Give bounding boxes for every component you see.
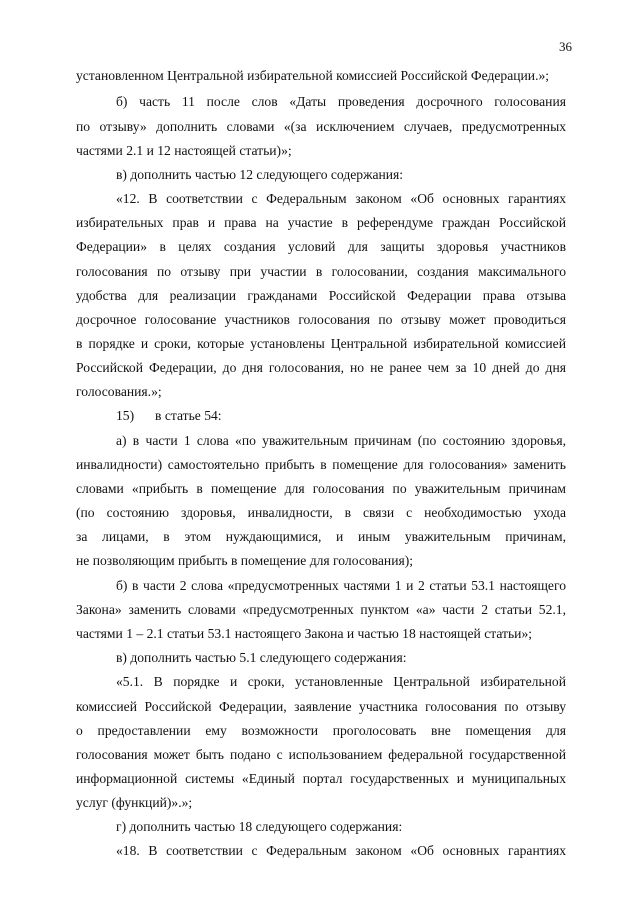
text-line: в) дополнить частью 5.1 следующего содержания: (116, 650, 407, 665)
text-line: «5.1. В порядке и сроки, установленные Центральной избирательной (116, 674, 566, 689)
text-line: словами «прибыть в помещение для голосования по уважительным причинам (76, 481, 566, 496)
text-line: б) в части 2 слова «предусмотренных частями 1 и 2 статьи 53.1 настоящего (116, 578, 566, 593)
text-line: по отзыву» дополнить словами «(за исключением случаев, предусмотренных (76, 119, 566, 134)
page-number: 36 (559, 39, 572, 54)
text-line: голосования по отзыву при участии в голосовании, создания максимального (76, 264, 566, 279)
text-line: комиссией Российской Федерации, заявление участника голосования по отзыву (76, 699, 566, 714)
text-line: Закона» заменить словами «предусмотренных пунктом «а» части 2 статьи 52.1, (76, 602, 566, 617)
text-line: установленном Центральной избирательной комиссией Российской Федерации.»; (76, 68, 550, 83)
item-text: в статье 54: (155, 408, 222, 423)
text-line: удобства для реализации гражданами Российской Федерации права отзыва (76, 288, 566, 303)
text-line: Федерации» в целях создания условий для защиты здоровья участников (76, 239, 566, 254)
text-line: информационной системы «Единый портал государственных и муниципальных (76, 771, 566, 786)
text-line: а) в части 1 слова «по уважительным причинам (по состоянию здоровья, (116, 433, 566, 448)
text-line: услуг (функций)».»; (76, 795, 193, 810)
text-line: «18. В соответствии с Федеральным законом «Об основных гарантиях (116, 843, 566, 858)
item-number: 15) (116, 408, 135, 423)
text-line: б) часть 11 после слов «Даты проведения досрочного голосования (116, 94, 566, 109)
text-line: «12. В соответствии с Федеральным законом «Об основных гарантиях (116, 191, 566, 206)
text-line: не позволяющим прибыть в помещение для голосования); (76, 553, 414, 568)
text-line: частями 2.1 и 12 настоящей статьи)»; (76, 143, 292, 158)
text-line: в) дополнить частью 12 следующего содержания: (116, 167, 404, 182)
text-line: досрочное голосование участников голосования по отзыву может проводиться (76, 312, 566, 327)
text-line: инвалидности) самостоятельно прибыть в помещение для голосования» заменить (76, 457, 566, 472)
text-line: (по состоянию здоровья, инвалидности, в связи с необходимостью ухода (76, 505, 566, 520)
text-line: Российской Федерации, до дня голосования, но не ранее чем за 10 дней до дня (76, 360, 566, 375)
text-line: о предоставлении ему возможности проголосовать вне помещения для (76, 723, 566, 738)
text-line: голосования.»; (76, 384, 162, 399)
text-line: г) дополнить частью 18 следующего содержания: (116, 819, 403, 834)
text-line: частями 1 – 2.1 статьи 53.1 настоящего Закона и частью 18 настоящей статьи»; (76, 626, 533, 641)
text-line: в порядке и сроки, которые установлены Центральной избирательной комиссией (76, 336, 566, 351)
list-item (0, 407, 640, 425)
text-line: за лицами, в этом нуждающимися, и иным уважительным причинам, (76, 529, 566, 544)
text-line: голосования может быть подано с использованием федеральной государственной (76, 747, 566, 762)
text-line: избирательных прав и права на участие в референдуме граждан Российской (76, 215, 566, 230)
